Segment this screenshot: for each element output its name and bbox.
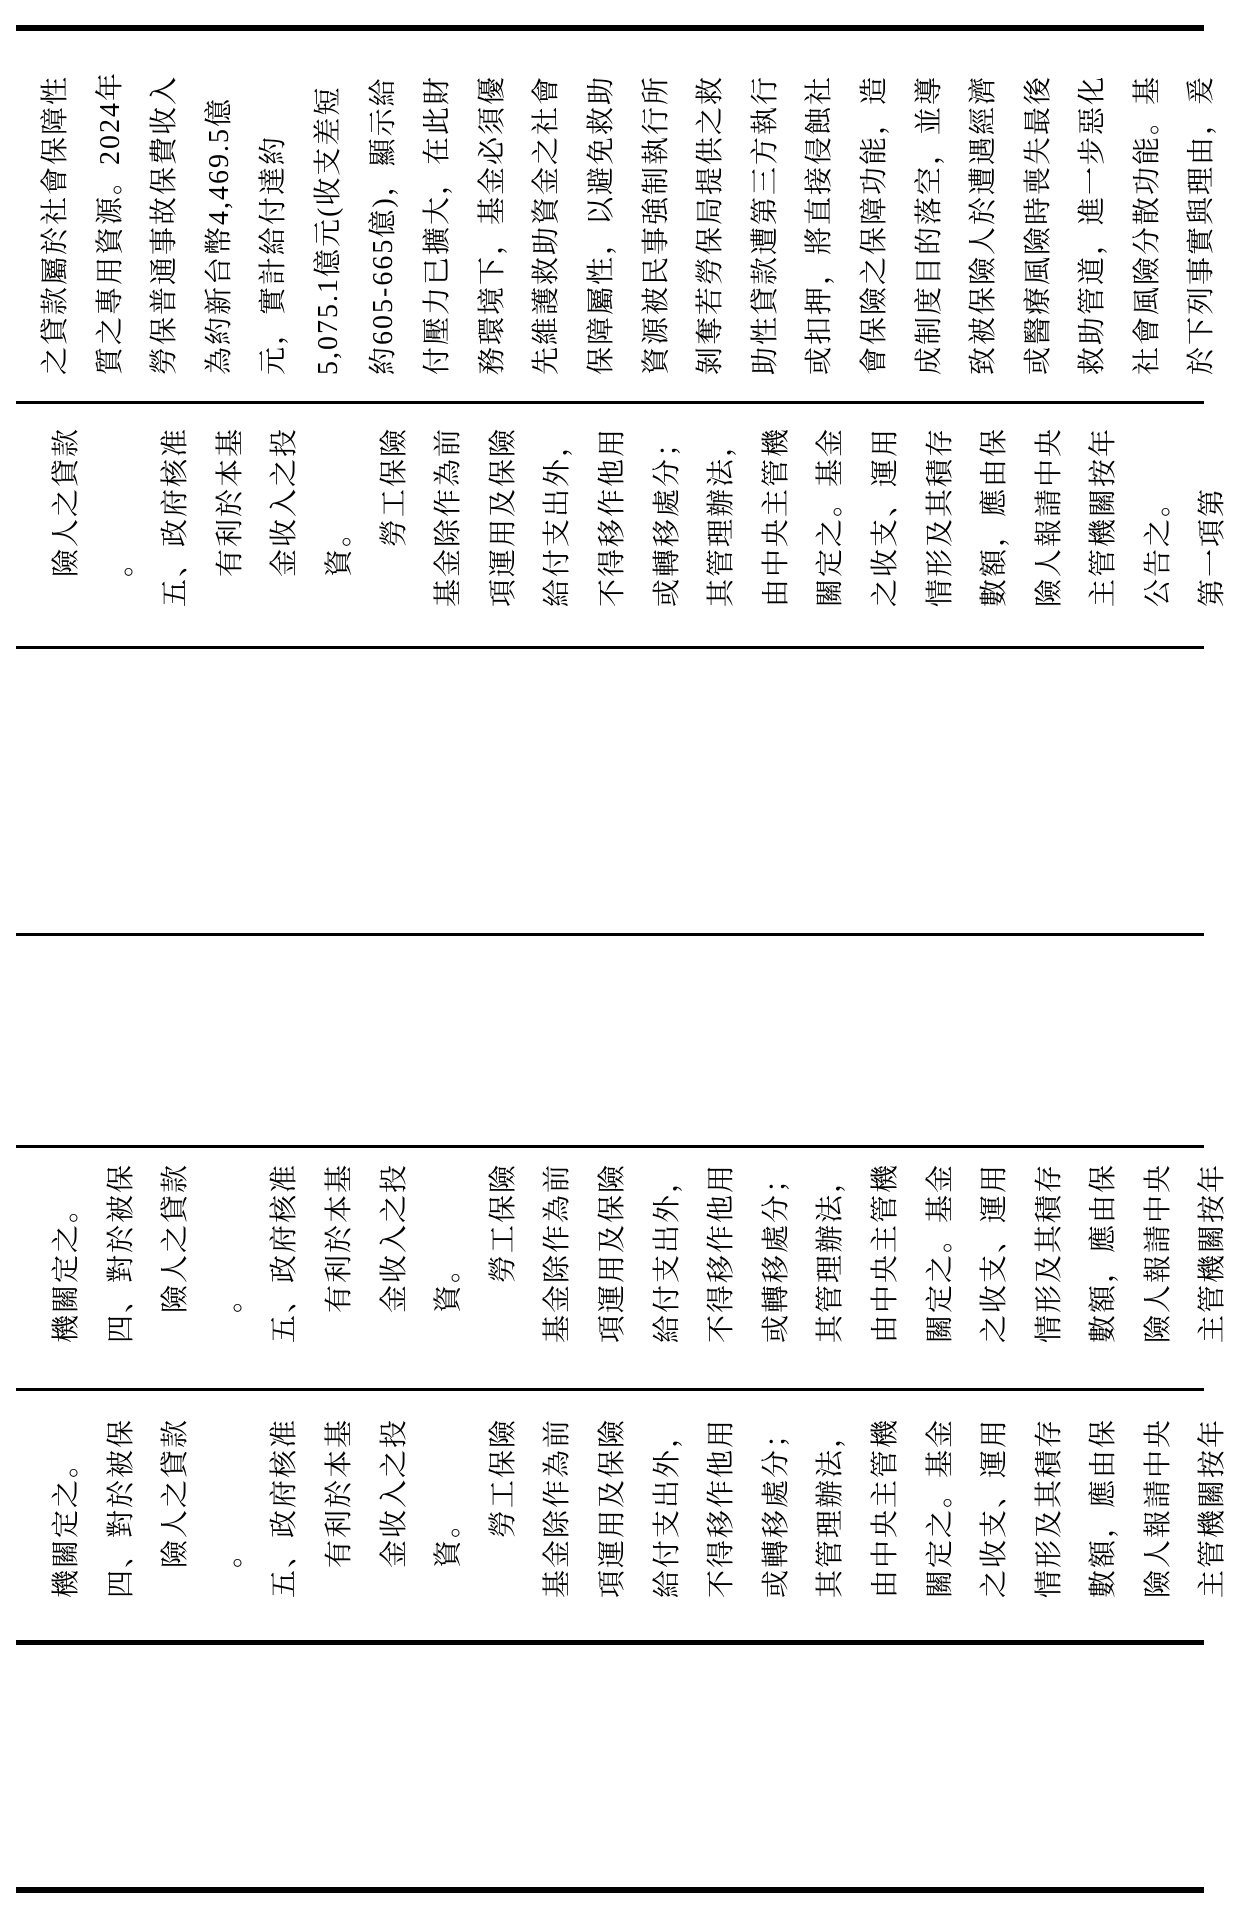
table-cell-explanation-continuation <box>16 32 1218 400</box>
statute-text-line: 有利於本基 <box>214 426 246 607</box>
statute-text-line: 公告之。 <box>1142 486 1174 607</box>
statute-text-line: 五、政府核准 <box>269 1417 301 1598</box>
statute-text-line: 項運用及保險 <box>596 1417 628 1598</box>
statute-text-line: 或轉移處分； <box>651 426 683 607</box>
statute-text-line: 社會風險分散功能。基 <box>1131 74 1163 375</box>
statute-text-line: 情形及其積存 <box>1033 1417 1065 1598</box>
statute-text-line: 由中央主管機 <box>760 426 792 607</box>
statute-text-line: 或轉移處分； <box>760 1162 792 1343</box>
statute-text-line: 給付支出外， <box>651 1162 683 1343</box>
statute-text-line: 項運用及保險 <box>596 1162 628 1343</box>
statute-text-line: 五、政府核准 <box>160 426 192 607</box>
table-column-rule-1 <box>16 1640 1204 1645</box>
statute-text-line: 救助管道，進一步惡化 <box>1077 74 1109 375</box>
statute-text-line: 5,075.1億元(收支差短 <box>312 85 344 375</box>
statute-text-line: 險人之貸款 <box>51 426 82 607</box>
statute-text-line: 資。 <box>433 1507 465 1598</box>
statute-text-line: 金收入之投 <box>269 426 301 607</box>
statute-text-line: 基金除作為前 <box>433 426 465 607</box>
statute-text-line: 數額，應由保 <box>1088 1162 1120 1343</box>
statute-text-line: 關定之。基金 <box>924 1417 956 1598</box>
statute-text-line: 或醫療風險時喪失最後 <box>1022 74 1054 375</box>
table-column-rule-5 <box>16 646 1204 649</box>
statute-text-line: 。 <box>105 546 137 607</box>
statute-text-line: 之收支、運用 <box>979 1417 1011 1598</box>
table-outer-border-right <box>16 25 1204 31</box>
statute-text-line: 項運用及保險 <box>487 426 519 607</box>
statute-text-line: 不得移作他用 <box>706 1162 738 1343</box>
statute-text-line: 險人之貸款 <box>160 1162 192 1343</box>
statute-text-line: 險人報請中央 <box>1142 1162 1174 1343</box>
statute-text-line: 。 <box>214 1282 246 1343</box>
statute-text-line: 機關定之。 <box>51 1192 82 1343</box>
statute-text-line: 元，實計給付達約 <box>258 134 290 375</box>
statute-text-line: 付壓力已擴大，在此財 <box>422 74 454 375</box>
statute-text-line: 剝奪若勞保局提供之救 <box>695 74 727 375</box>
statute-text-line: 數額，應由保 <box>979 426 1011 607</box>
statute-text-line: 第一項第 <box>1197 486 1229 607</box>
table-cell-amended-statute-continuation <box>16 405 1229 645</box>
statute-text-line: 保障屬性，以避免救助 <box>585 74 617 375</box>
statute-text-line: 致被保險人於遭遇經濟 <box>968 74 1000 375</box>
table-outer-border-left <box>16 1887 1204 1893</box>
statute-text-line: 之貸款屬於社會保障性 <box>40 74 71 375</box>
statute-text-line: 資。 <box>323 516 355 607</box>
statute-text-line: 資。 <box>433 1252 465 1343</box>
table-cell-current-statute-continuation-left <box>16 1392 1229 1638</box>
statute-text-line: 。 <box>214 1537 246 1598</box>
statute-text-line: 由中央主管機 <box>869 1162 901 1343</box>
statute-text-line: 五、政府核准 <box>269 1162 301 1343</box>
statute-text-line: 成制度目的落空，並導 <box>913 74 945 375</box>
statute-text-line: 基金除作為前 <box>542 1162 574 1343</box>
table-cell-current-statute-continuation <box>16 1149 1229 1387</box>
statute-text-line: 險人報請中央 <box>1033 426 1065 607</box>
statute-text-line: 其管理辦法， <box>815 1417 847 1598</box>
statute-text-line: 其管理辦法， <box>815 1162 847 1343</box>
statute-text-line: 或扣押，將直接侵蝕社 <box>804 74 836 375</box>
statute-text-line: 先維護救助資金之社會 <box>531 74 563 375</box>
statute-text-line: 務環境下，基金必須優 <box>476 74 508 375</box>
statute-text-line: 四、對於被保 <box>105 1417 137 1598</box>
statute-text-line: 主管機關按年 <box>1197 1162 1229 1343</box>
statute-text-line: 於下列事實與理由，爰 <box>1186 74 1218 375</box>
statute-text-line: 金收入之投 <box>378 1162 410 1343</box>
statute-text-line: 情形及其積存 <box>924 426 956 607</box>
statute-text-line: 不得移作他用 <box>706 1417 738 1598</box>
statute-text-line: 給付支出外， <box>651 1417 683 1598</box>
statute-text-line: 給付支出外， <box>542 426 574 607</box>
table-column-rule-3 <box>16 1145 1204 1148</box>
statute-text-line: 有利於本基 <box>323 1417 355 1598</box>
statute-text-line: 資源被民事強制執行所 <box>640 74 672 375</box>
statute-text-line: 險人之貸款 <box>160 1417 192 1598</box>
statute-text-line: 險人報請中央 <box>1142 1417 1174 1598</box>
statute-text-line: 數額，應由保 <box>1088 1417 1120 1598</box>
statute-text-line: 之收支、運用 <box>869 426 901 607</box>
statute-text-line: 質之專用資源。2024年 <box>94 70 126 375</box>
statute-text-line: 由中央主管機 <box>869 1417 901 1598</box>
statute-text-line: 勞工保險 <box>378 426 410 607</box>
statute-text-line: 勞保普通事故保費收入 <box>149 74 181 375</box>
statute-text-line: 有利於本基 <box>323 1162 355 1343</box>
table-column-rule-6 <box>16 401 1204 404</box>
statute-text-line: 勞工保險 <box>487 1417 519 1598</box>
statute-text-line: 會保險之保障功能，造 <box>858 74 890 375</box>
statute-text-line: 其管理辦法， <box>706 426 738 607</box>
statute-text-line: 勞工保險 <box>487 1162 519 1343</box>
statute-text-line: 情形及其積存 <box>1033 1162 1065 1343</box>
statute-text-line: 基金除作為前 <box>542 1417 574 1598</box>
table-column-rule-4 <box>16 933 1204 936</box>
statute-text-line: 之收支、運用 <box>979 1162 1011 1343</box>
statute-text-line: 主管機關按年 <box>1197 1417 1229 1598</box>
statute-text-line: 關定之。基金 <box>815 426 847 607</box>
statute-text-line: 助性貸款遭第三方執行 <box>749 74 781 375</box>
statute-text-line: 四、對於被保 <box>105 1162 137 1343</box>
table-column-rule-2 <box>16 1388 1204 1391</box>
statute-text-line: 關定之。基金 <box>924 1162 956 1343</box>
statute-text-line: 機關定之。 <box>51 1447 82 1598</box>
statute-text-line: 不得移作他用 <box>596 426 628 607</box>
statute-text-line: 主管機關按年 <box>1088 426 1120 607</box>
statute-text-line: 或轉移處分； <box>760 1417 792 1598</box>
statute-text-line: 為約新台幣4,469.5億 <box>203 96 235 375</box>
statute-text-line: 約605-665億)，顯示給 <box>367 76 399 375</box>
statute-text-line: 金收入之投 <box>378 1417 410 1598</box>
